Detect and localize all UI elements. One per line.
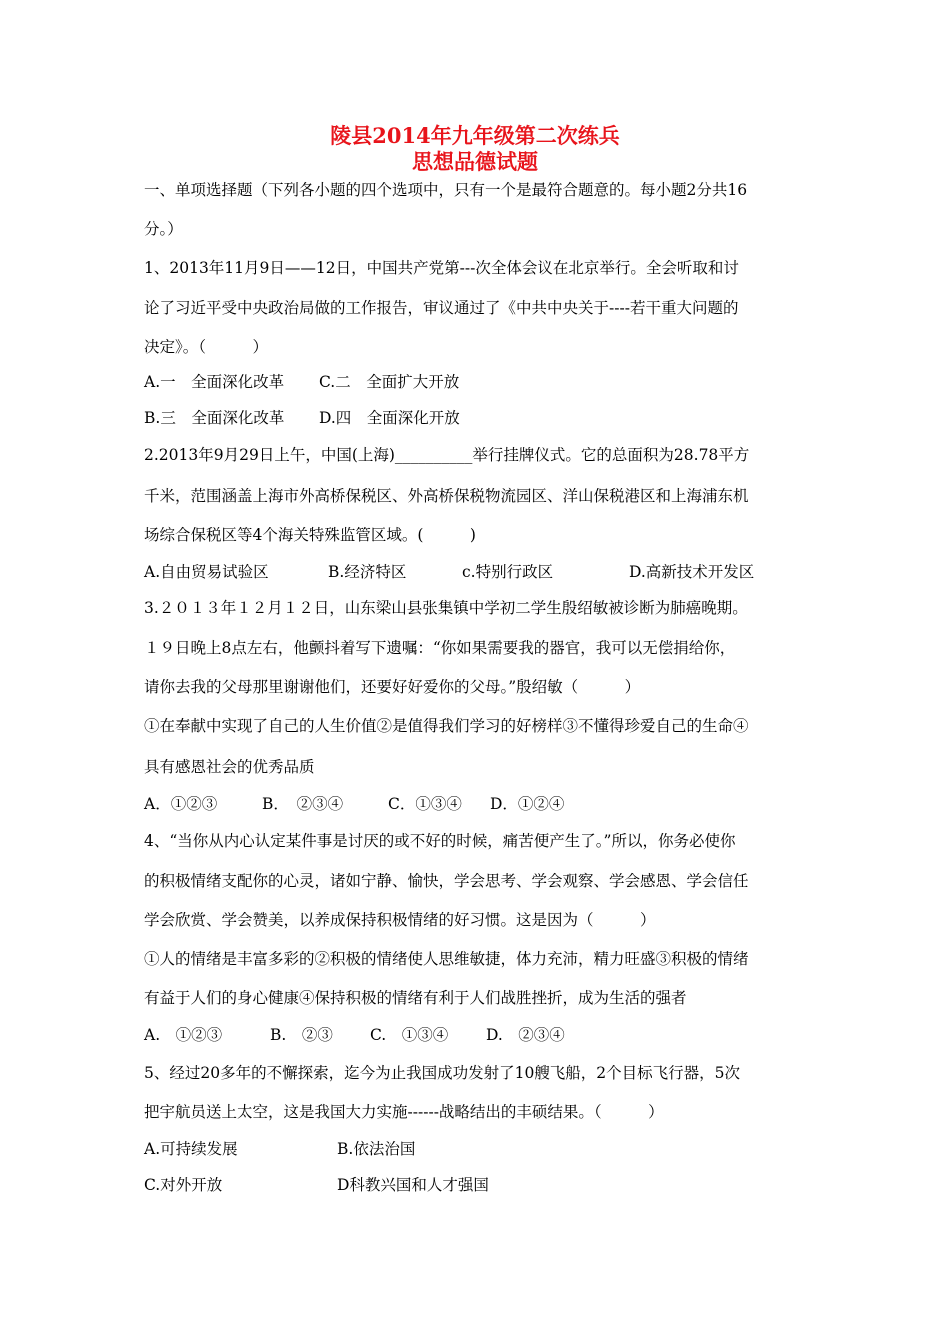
option[interactable]: C．①③④ — [388, 795, 462, 813]
question-2-text: 场综合保税区等4个海关特殊监管区域。( ) — [144, 526, 476, 544]
option[interactable]: A．①②③ — [144, 795, 218, 813]
question-5-text: 把宇航员送上太空，这是我国大力实施------战略结出的丰硕结果。（ ） — [144, 1103, 664, 1121]
question-1-text: 1、2013年11月9日——12日，中国共产党第---次全体会议在北京举行。全会听取和讨 — [144, 259, 739, 277]
question-5-options-row — [144, 1175, 489, 1195]
option[interactable]: D.四 全面深化开放 — [319, 409, 460, 427]
section-instructions-line: 分。） — [144, 220, 183, 238]
option[interactable]: B． ②③④ — [262, 795, 344, 813]
question-5-text: 5、经过20多年的不懈探索，迄今为止我国成功发射了10艘飞船，2个目标飞行器，5次 — [144, 1064, 741, 1082]
exam-subtitle: 思想品德试题 — [412, 149, 538, 174]
question-4-text: 4、“当你从内心认定某件事是讨厌的或不好的时候，痛苦便产生了。”所以，你务必使你 — [144, 832, 736, 850]
option[interactable]: B. ②③ — [270, 1026, 333, 1044]
option[interactable]: A.可持续发展 — [144, 1140, 238, 1158]
question-1-options-row — [144, 408, 460, 428]
question-3-text: １９日晚上8点左右，他颤抖着写下遗嘱：“你如果需要我的器官，我可以无偿捐给你， — [144, 639, 736, 657]
question-2-options-row — [144, 562, 754, 582]
question-4-text: 有益于人们的身心健康④保持积极的情绪有利于人们战胜挫折，成为生活的强者 — [144, 989, 687, 1007]
option[interactable]: D.高新技术开发区 — [629, 563, 755, 581]
question-1-text: 论了习近平受中央政治局做的工作报告，审议通过了《中共中央关于----若干重大问题的 — [144, 299, 739, 317]
option[interactable]: C. ①③④ — [370, 1026, 449, 1044]
option[interactable]: A.自由贸易试验区 — [144, 563, 269, 581]
option[interactable]: B.三 全面深化改革 — [144, 409, 285, 427]
question-3-text: 请你去我的父母那里谢谢他们，还要好好爱你的父母。”殷绍敏（ ） — [144, 678, 641, 696]
question-4-options-row — [144, 1025, 565, 1045]
question-1-options-row — [144, 372, 459, 392]
question-5-options-row — [144, 1139, 415, 1159]
option[interactable]: C.对外开放 — [144, 1176, 223, 1194]
question-4-text: 学会欣赏、学会赞美，以养成保持积极情绪的好习惯。这是因为（ ） — [144, 911, 656, 929]
option[interactable]: A.一 全面深化改革 — [144, 373, 285, 391]
question-4-text: ①人的情绪是丰富多彩的②积极的情绪使人思维敏捷，体力充沛，精力旺盛③积极的情绪 — [144, 950, 749, 968]
option[interactable]: A. ①②③ — [144, 1026, 223, 1044]
section-instructions-line: 一、单项选择题（下列各小题的四个选项中，只有一个是最符合题意的。每小题2分共16 — [144, 181, 748, 199]
option[interactable]: B.依法治国 — [337, 1140, 416, 1158]
option[interactable]: c.特别行政区 — [462, 563, 554, 581]
question-3-options-row — [144, 794, 564, 814]
question-4-text: 的积极情绪支配你的心灵，诸如宁静、愉快，学会思考、学会观察、学会感恩、学会信任 — [144, 872, 749, 890]
exam-title: 陵县2014年九年级第二次练兵 — [330, 123, 620, 148]
option[interactable]: D．①②④ — [490, 795, 565, 813]
question-3-text: ①在奉献中实现了自己的人生价值②是值得我们学习的好榜样③不懂得珍爱自己的生命④ — [144, 717, 749, 735]
option[interactable]: D科教兴国和人才强国 — [337, 1176, 489, 1194]
question-3-text: 3.２０１３年１２月１２日，山东梁山县张集镇中学初二学生殷绍敏被诊断为肺癌晚期。 — [144, 599, 748, 617]
option[interactable]: B.经济特区 — [328, 563, 407, 581]
question-2-text: 2.2013年9月29日上午，中国(上海)__________举行挂牌仪式。它的总面积为28.78平方 — [144, 446, 750, 464]
option[interactable]: C.二 全面扩大开放 — [319, 373, 460, 391]
question-3-text: 具有感恩社会的优秀品质 — [144, 758, 315, 776]
option[interactable]: D. ②③④ — [486, 1026, 565, 1044]
question-2-text: 千米，范围涵盖上海市外高桥保税区、外高桥保税物流园区、洋山保税港区和上海浦东机 — [144, 487, 749, 505]
question-1-text: 决定》。（ ） — [144, 338, 269, 356]
